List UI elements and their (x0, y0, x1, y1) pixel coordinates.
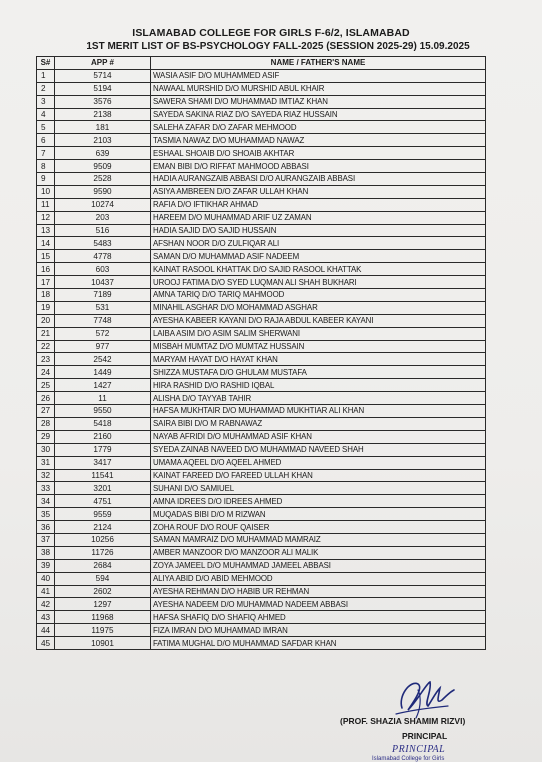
student-name-cell: ALISHA D/O TAYYAB TAHIR (151, 392, 486, 405)
serial-number-cell: 39 (37, 559, 55, 572)
serial-number-cell: 5 (37, 121, 55, 134)
table-row (37, 263, 486, 276)
table-row (37, 353, 486, 366)
application-number-cell: 11975 (55, 624, 151, 637)
serial-number-cell: 11 (37, 198, 55, 211)
table-row (37, 392, 486, 405)
student-name-cell: AMNA IDREES D/O IDREES AHMED (151, 495, 486, 508)
student-name-cell: KAINAT RASOOL KHATTAK D/O SAJID RASOOL KHATTAK (151, 263, 486, 276)
serial-number-cell: 24 (37, 366, 55, 379)
table-row (37, 456, 486, 469)
application-number-cell: 603 (55, 263, 151, 276)
student-name-cell: KAINAT FAREED D/O FAREED ULLAH KHAN (151, 469, 486, 482)
serial-number-cell: 42 (37, 598, 55, 611)
student-name-cell: SUHANI D/O SAMIUEL (151, 482, 486, 495)
table-row (37, 314, 486, 327)
serial-number-cell: 45 (37, 637, 55, 650)
application-number-cell: 9550 (55, 405, 151, 418)
table-row (37, 185, 486, 198)
student-name-cell: MARYAM HAYAT D/O HAYAT KHAN (151, 353, 486, 366)
application-number-cell: 2528 (55, 173, 151, 186)
table-row (37, 198, 486, 211)
serial-number-cell: 26 (37, 392, 55, 405)
table-row (37, 533, 486, 546)
serial-number-cell: 8 (37, 160, 55, 173)
application-number-cell: 2160 (55, 430, 151, 443)
application-number-cell: 1427 (55, 379, 151, 392)
application-number-cell: 10274 (55, 198, 151, 211)
serial-number-cell: 4 (37, 108, 55, 121)
application-number-cell: 2684 (55, 559, 151, 572)
serial-number-cell: 25 (37, 379, 55, 392)
column-header-app-number: APP # (55, 57, 151, 70)
serial-number-cell: 12 (37, 211, 55, 224)
table-row (37, 134, 486, 147)
application-number-cell: 181 (55, 121, 151, 134)
table-row (37, 430, 486, 443)
serial-number-cell: 41 (37, 585, 55, 598)
serial-number-cell: 36 (37, 521, 55, 534)
serial-number-cell: 2 (37, 82, 55, 95)
serial-number-cell: 1 (37, 69, 55, 82)
table-row (37, 289, 486, 302)
student-name-cell: NAWAAL MURSHID D/O MURSHID ABUL KHAIR (151, 82, 486, 95)
table-row (37, 521, 486, 534)
application-number-cell: 594 (55, 572, 151, 585)
student-name-cell: RAFIA D/O IFTIKHAR AHMAD (151, 198, 486, 211)
application-number-cell: 516 (55, 224, 151, 237)
table-row (37, 301, 486, 314)
table-row (37, 443, 486, 456)
table-header-row (37, 57, 486, 70)
serial-number-cell: 21 (37, 327, 55, 340)
student-name-cell: SAYEDA SAKINA RIAZ D/O SAYEDA RIAZ HUSSAIN (151, 108, 486, 121)
application-number-cell: 3201 (55, 482, 151, 495)
table-row (37, 250, 486, 263)
table-row (37, 417, 486, 430)
application-number-cell: 2602 (55, 585, 151, 598)
table-row (37, 340, 486, 353)
application-number-cell: 639 (55, 147, 151, 160)
application-number-cell: 4778 (55, 250, 151, 263)
application-number-cell: 9590 (55, 185, 151, 198)
application-number-cell: 1779 (55, 443, 151, 456)
serial-number-cell: 9 (37, 173, 55, 186)
table-row (37, 624, 486, 637)
student-name-cell: MUQADAS BIBI D/O M RIZWAN (151, 508, 486, 521)
serial-number-cell: 34 (37, 495, 55, 508)
table-row (37, 637, 486, 650)
serial-number-cell: 14 (37, 237, 55, 250)
table-row (37, 237, 486, 250)
serial-number-cell: 17 (37, 276, 55, 289)
serial-number-cell: 15 (37, 250, 55, 263)
table-row (37, 147, 486, 160)
student-name-cell: AYESHA KABEER KAYANI D/O RAJA ABDUL KABEER KAYANI (151, 314, 486, 327)
serial-number-cell: 6 (37, 134, 55, 147)
application-number-cell: 7748 (55, 314, 151, 327)
application-number-cell: 2542 (55, 353, 151, 366)
application-number-cell: 9559 (55, 508, 151, 521)
student-name-cell: FIZA IMRAN D/O MUHAMMAD IMRAN (151, 624, 486, 637)
serial-number-cell: 37 (37, 533, 55, 546)
serial-number-cell: 33 (37, 482, 55, 495)
student-name-cell: AYESHA REHMAN D/O HABIB UR REHMAN (151, 585, 486, 598)
application-number-cell: 11 (55, 392, 151, 405)
table-row (37, 108, 486, 121)
serial-number-cell: 7 (37, 147, 55, 160)
application-number-cell: 531 (55, 301, 151, 314)
application-number-cell: 5483 (55, 237, 151, 250)
student-name-cell: AYESHA NADEEM D/O MUHAMMAD NADEEM ABBASI (151, 598, 486, 611)
table-row (37, 508, 486, 521)
application-number-cell: 10901 (55, 637, 151, 650)
application-number-cell: 11726 (55, 546, 151, 559)
institution-title: ISLAMABAD COLLEGE FOR GIRLS F-6/2, ISLAMABAD (132, 27, 410, 39)
table-row (37, 327, 486, 340)
student-name-cell: FATIMA MUGHAL D/O MUHAMMAD SAFDAR KHAN (151, 637, 486, 650)
student-name-cell: SALEHA ZAFAR D/O ZAFAR MEHMOOD (151, 121, 486, 134)
student-name-cell: SAIRA BIBI D/O M RABNAWAZ (151, 417, 486, 430)
serial-number-cell: 22 (37, 340, 55, 353)
table-row (37, 95, 486, 108)
stamp-subtitle: Islamabad College for Girls (372, 756, 445, 762)
student-name-cell: SHIZZA MUSTAFA D/O GHULAM MUSTAFA (151, 366, 486, 379)
student-name-cell: AFSHAN NOOR D/O ZULFIQAR ALI (151, 237, 486, 250)
application-number-cell: 9509 (55, 160, 151, 173)
table-row (37, 482, 486, 495)
student-name-cell: LAIBA ASIM D/O ASIM SALIM SHERWANI (151, 327, 486, 340)
table-row (37, 121, 486, 134)
application-number-cell: 2103 (55, 134, 151, 147)
application-number-cell: 7189 (55, 289, 151, 302)
application-number-cell: 10256 (55, 533, 151, 546)
serial-number-cell: 10 (37, 185, 55, 198)
column-header-serial: S# (37, 57, 55, 70)
signatory-name: (PROF. SHAZIA SHAMIM RIZVI) (340, 716, 466, 726)
merit-list-title: 1ST MERIT LIST OF BS-PSYCHOLOGY FALL-2025 (SESSION 2025-29) 15.09.2025 (86, 41, 470, 52)
serial-number-cell: 27 (37, 405, 55, 418)
application-number-cell: 2138 (55, 108, 151, 121)
principal-stamp: PRINCIPAL (392, 744, 446, 755)
serial-number-cell: 28 (37, 417, 55, 430)
student-name-cell: HIRA RASHID D/O RASHID IQBAL (151, 379, 486, 392)
application-number-cell: 11968 (55, 611, 151, 624)
table-row (37, 224, 486, 237)
application-number-cell: 1449 (55, 366, 151, 379)
application-number-cell: 3417 (55, 456, 151, 469)
table-row (37, 585, 486, 598)
application-number-cell: 5418 (55, 417, 151, 430)
serial-number-cell: 16 (37, 263, 55, 276)
student-name-cell: ZOYA JAMEEL D/O MUHAMMAD JAMEEL ABBASI (151, 559, 486, 572)
application-number-cell: 977 (55, 340, 151, 353)
serial-number-cell: 44 (37, 624, 55, 637)
table-row (37, 611, 486, 624)
student-name-cell: ZOHA ROUF D/O ROUF QAISER (151, 521, 486, 534)
student-name-cell: TASMIA NAWAZ D/O MUHAMMAD NAWAZ (151, 134, 486, 147)
serial-number-cell: 13 (37, 224, 55, 237)
serial-number-cell: 32 (37, 469, 55, 482)
serial-number-cell: 3 (37, 95, 55, 108)
serial-number-cell: 23 (37, 353, 55, 366)
application-number-cell: 4751 (55, 495, 151, 508)
column-header-name: NAME / FATHER'S NAME (151, 57, 486, 70)
table-row (37, 69, 486, 82)
student-name-cell: WASIA ASIF D/O MUHAMMED ASIF (151, 69, 486, 82)
table-row (37, 379, 486, 392)
table-row (37, 559, 486, 572)
application-number-cell: 10437 (55, 276, 151, 289)
merit-list-table (36, 56, 486, 650)
table-row (37, 276, 486, 289)
application-number-cell: 203 (55, 211, 151, 224)
serial-number-cell: 18 (37, 289, 55, 302)
table-row (37, 469, 486, 482)
student-name-cell: SAWERA SHAMI D/O MUHAMMAD IMTIAZ KHAN (151, 95, 486, 108)
student-name-cell: ASIYA AMBREEN D/O ZAFAR ULLAH KHAN (151, 185, 486, 198)
serial-number-cell: 43 (37, 611, 55, 624)
serial-number-cell: 31 (37, 456, 55, 469)
student-name-cell: AMBER MANZOOR D/O MANZOOR ALI MALIK (151, 546, 486, 559)
student-name-cell: SAMAN D/O MUHAMMAD ASIF NADEEM (151, 250, 486, 263)
student-name-cell: HADIA SAJID D/O SAJID HUSSAIN (151, 224, 486, 237)
serial-number-cell: 19 (37, 301, 55, 314)
student-name-cell: MISBAH MUMTAZ D/O MUMTAZ HUSSAIN (151, 340, 486, 353)
application-number-cell: 11541 (55, 469, 151, 482)
student-name-cell: HAREEM D/O MUHAMMAD ARIF UZ ZAMAN (151, 211, 486, 224)
student-name-cell: UMAMA AQEEL D/O AQEEL AHMED (151, 456, 486, 469)
student-name-cell: EMAN BIBI D/O RIFFAT MAHMOOD ABBASI (151, 160, 486, 173)
table-row (37, 495, 486, 508)
application-number-cell: 5714 (55, 69, 151, 82)
student-name-cell: AMNA TARIQ D/O TARIQ MAHMOOD (151, 289, 486, 302)
student-name-cell: MINAHIL ASGHAR D/O MOHAMMAD ASGHAR (151, 301, 486, 314)
student-name-cell: HADIA AURANGZAIB ABBASI D/O AURANGZAIB ABBASI (151, 173, 486, 186)
table-row (37, 546, 486, 559)
student-name-cell: HAFSA MUKHTAIR D/O MUHAMMAD MUKHTIAR ALI KHAN (151, 405, 486, 418)
serial-number-cell: 35 (37, 508, 55, 521)
application-number-cell: 1297 (55, 598, 151, 611)
table-row (37, 572, 486, 585)
application-number-cell: 572 (55, 327, 151, 340)
table-row (37, 82, 486, 95)
serial-number-cell: 29 (37, 430, 55, 443)
student-name-cell: SYEDA ZAINAB NAVEED D/O MUHAMMAD NAVEED SHAH (151, 443, 486, 456)
table-row (37, 160, 486, 173)
serial-number-cell: 20 (37, 314, 55, 327)
student-name-cell: ESHAAL SHOAIB D/O SHOAIB AKHTAR (151, 147, 486, 160)
table-row (37, 405, 486, 418)
student-name-cell: UROOJ FATIMA D/O SYED LUQMAN ALI SHAH BUKHARI (151, 276, 486, 289)
table-row (37, 366, 486, 379)
table-row (37, 211, 486, 224)
table-row (37, 173, 486, 186)
serial-number-cell: 30 (37, 443, 55, 456)
signatory-designation: PRINCIPAL (402, 731, 448, 741)
student-name-cell: HAFSA SHAFIQ D/O SHAFIQ AHMED (151, 611, 486, 624)
application-number-cell: 2124 (55, 521, 151, 534)
student-name-cell: SAMAN MAMRAIZ D/O MUHAMMAD MAMRAIZ (151, 533, 486, 546)
application-number-cell: 5194 (55, 82, 151, 95)
student-name-cell: NAYAB AFRIDI D/O MUHAMMAD ASIF KHAN (151, 430, 486, 443)
principal-signature (388, 670, 458, 722)
application-number-cell: 3576 (55, 95, 151, 108)
serial-number-cell: 38 (37, 546, 55, 559)
student-name-cell: ALIYA ABID D/O ABID MEHMOOD (151, 572, 486, 585)
table-row (37, 598, 486, 611)
serial-number-cell: 40 (37, 572, 55, 585)
